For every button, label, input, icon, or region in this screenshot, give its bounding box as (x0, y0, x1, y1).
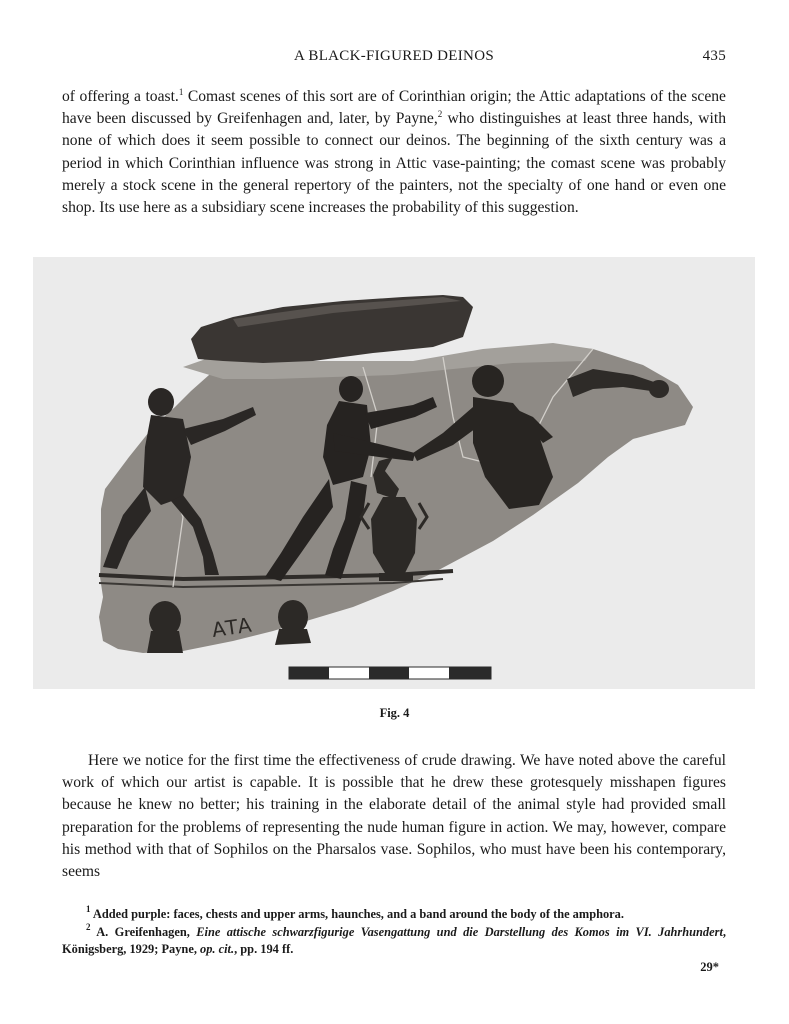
footnote-2-text-c: , pp. 194 ff. (234, 942, 294, 956)
footnote-1-marker: 1 (86, 904, 91, 914)
signature-mark: 29* (700, 960, 719, 974)
paragraph-2: Here we notice for the first time the effectiveness of crude drawing. We have noted above the careful work of which our artist is capable. It is possible that he drew these grotesquely misshapen figures because he knew no better; his training in the elaborate detail of the animal style had provided small preparation for the problems of representing the nude human figure in action. We may, however, compare his method with that of Sophilos on the Pharsalos vase. Sophilos, who must have been his contemporary, seems (62, 752, 726, 881)
paragraph-1 (62, 86, 726, 219)
paragraph-1-text-a: of offering a toast. (62, 88, 179, 105)
footnote-2-text-b: , Königsberg, 1929; Payne, (62, 924, 726, 956)
paragraph-1-text-c: who distinguishes at least three hands, with none of which does it seem possible to connect our deinos. The beginning of the sixth century was a period in which Corinthian influence was strong in Attic vase-painting; the comast scene was probably merely a stock scene in the general repertory of the painters, not the specialty of one hand or even one shop. Its use here as a subsidiary scene increases the probability of this suggestion. (62, 110, 726, 217)
footnotes (62, 906, 726, 959)
footnote-ref-2: 2 (437, 109, 443, 120)
footnote-2-op-cit: op. cit. (200, 942, 235, 956)
paragraph-1-text-b: Comast scenes of this sort are of Corinthian origin; the Attic adaptations of the scene have been discussed by Greifenhagen and, later, by Payne, (62, 88, 726, 128)
footnote-ref-1: 1 (178, 87, 184, 97)
footnote-1-text: Added purple: faces, chests and upper arms, haunches, and a band around the body of the amphora. (90, 907, 624, 921)
footnote-2-text-a: A. Greifenhagen, (90, 924, 197, 939)
footnote-2-book-title: Eine attische schwarzfigurige Vasengattung und die Darstellung des Komos im VI. Jahrhundert (196, 924, 723, 939)
deinos-fragment-photograph (33, 257, 755, 689)
scale-bar (289, 667, 491, 679)
running-title: A BLACK-FIGURED DEINOS (294, 48, 494, 64)
page-number: 435 (702, 48, 726, 64)
figure-caption: Fig. 4 (379, 706, 410, 720)
footnote-2 (62, 921, 726, 959)
footnote-1 (62, 906, 726, 924)
running-header (62, 48, 726, 70)
footnote-2-marker: 2 (86, 921, 91, 932)
vase-inscription: ΑΤΑ (210, 612, 253, 642)
